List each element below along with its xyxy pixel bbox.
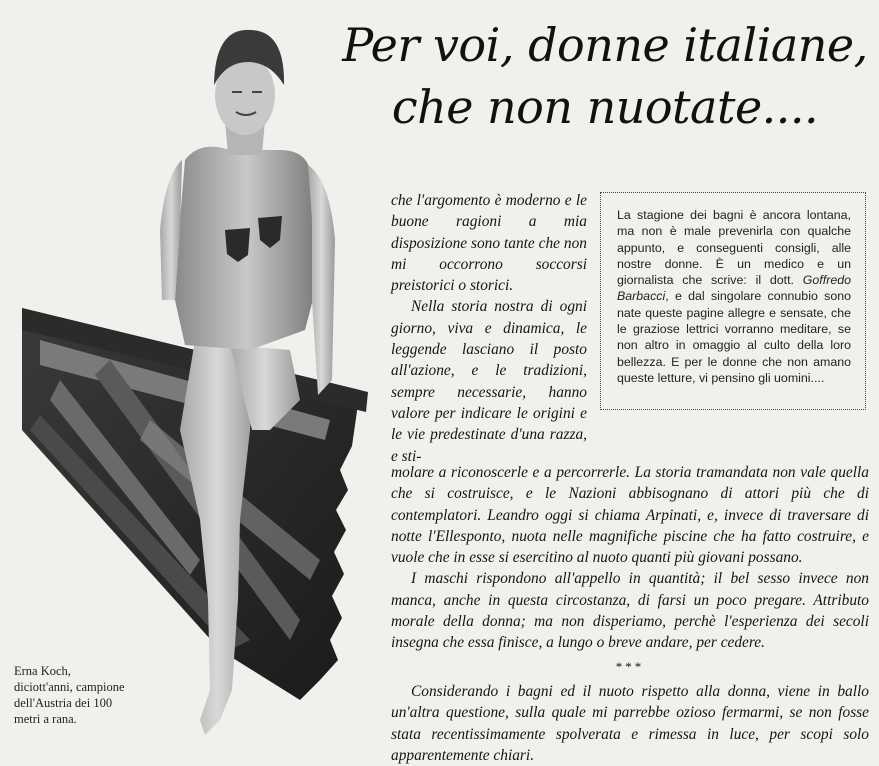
- headline-line-2: che non nuotate....: [391, 80, 819, 134]
- caption-line-1: Erna Koch,: [14, 664, 71, 678]
- intro-text-after: , e dal singolare connubio sono nate queste pagine allegre e sensate, che le graziose lettrici vorranno meditare, se non altro in omaggio al culto della loro bellezza. E per le donne che non amano queste letture, vi pensino gli uomini....: [617, 289, 851, 385]
- paragraph-2: Nella storia nostra di ogni giorno, viva e dinamica, le leggende lasciano il posto all'azione, e le tradizioni, sempre necessarie, hanno valore per indicare le origini e le vie predestinate d'una razza, e sti-: [391, 298, 587, 465]
- paragraph-4: Considerando i bagni ed il nuoto rispetto alla donna, viene in ballo un'altra questione, sulla quale mi parrebbe ozioso fermarmi, se non fosse stata recentissimamente spolverata e rimessa in luce, per scopi solo apparentemente chiari.: [391, 682, 869, 764]
- paragraph-3: I maschi rispondono all'appello in quantità; il bel sesso invece non manca, anche in questa circostanza, di farsi un poco pregare. Attributo morale della donna; ma non disperiamo, perchè l'esperienza dei secoli insegna che essa finisce, a lungo o breve andare, per cedere.: [391, 570, 869, 652]
- swimmer-photograph: [0, 0, 380, 746]
- paragraph-2-continued: molare a riconoscerle e a percorrerle. La storia tramandata non vale quella che si costruisce, e le Nazioni abbisognano di attori più che di contemplatori. Leandro oggi si chiama Arpinati, e, invece di traversare di notte l'Ellesponto, nuota nelle magnifiche piscine che ha fatto costruire, e vuole che in esse si esercitino al nuoto quanti più giovani possano.: [391, 464, 869, 567]
- full-text-column: [391, 462, 869, 766]
- photo-caption: [14, 663, 184, 727]
- narrow-text-column: [391, 190, 587, 467]
- section-separator: ***: [615, 658, 645, 674]
- headline-line-1: Per voi, donne italiane,: [342, 18, 868, 72]
- paragraph-1: che l'argomento è moderno e le buone ragioni a mia disposizione sono tante che non mi occorrono soccorsi preistorici o storici.: [391, 192, 587, 295]
- headline: [340, 14, 870, 138]
- caption-line-4: metri a rana.: [14, 712, 77, 726]
- intro-text-before: La stagione dei bagni è ancora lontana, ma non è male prevenirla con qualche appunto, e conseguenti consigli, alle nostre donne. È un medico e un giornalista che scrive: il dott.: [617, 208, 851, 288]
- intro-author: Goffredo Barbacci: [617, 273, 851, 304]
- intro-box: [600, 192, 866, 410]
- caption-line-3: dell'Austria dei 100: [14, 696, 113, 710]
- caption-line-2: diciott'anni, campione: [14, 680, 125, 694]
